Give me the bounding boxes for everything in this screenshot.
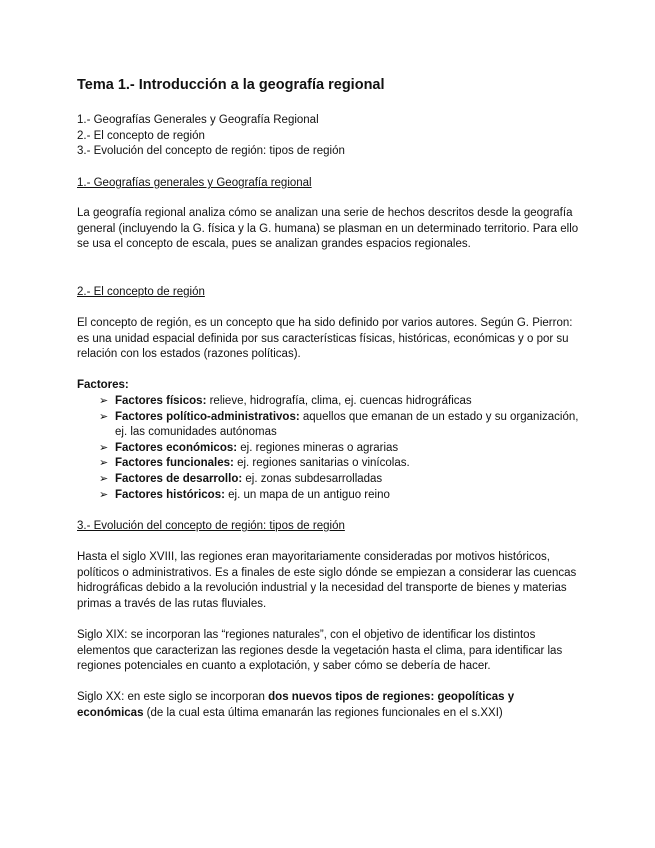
arrow-bullet-icon: ➢ bbox=[99, 488, 109, 501]
toc-item: 2.- El concepto de región bbox=[77, 129, 205, 142]
section-2-paragraph: El concepto de región, es un concepto que ha sido definido por varios autores. Según G. Pierron: es una unidad espacial definida por sus características físicas, históricas, económicas y o por su relación con los estados (razones políticas). bbox=[77, 317, 573, 361]
list-item bbox=[77, 472, 582, 488]
factor-name: Factores de desarrollo: bbox=[115, 472, 243, 485]
arrow-bullet-icon: ➢ bbox=[99, 457, 109, 470]
list-item bbox=[77, 410, 582, 441]
list-item bbox=[77, 441, 582, 457]
section-2-heading: 2.- El concepto de región bbox=[77, 286, 205, 298]
table-of-contents bbox=[77, 113, 582, 160]
section-3-paragraph-1: Hasta el siglo XVIII, las regiones eran mayoritariamente consideradas por motivos históricos, políticos o administrativos. Es a finales de este siglo dónde se empiezan a considerar las cuencas hidrográficas debido a la revolución industrial y la necesidad del transporte de bienes y materias primas a través de las rutas fluviales. bbox=[77, 551, 577, 610]
factor-description: ej. un mapa de un antiguo reino bbox=[224, 488, 390, 501]
toc-item: 1.- Geografías Generales y Geografía Regional bbox=[77, 114, 319, 126]
section-3-paragraph-3: Siglo XX: en este siglo se incorporan dos nuevos tipos de regiones: geopolíticas y económicas (de la cual esta última emanarán las regiones funcionales en el s.XXI) bbox=[77, 691, 515, 719]
arrow-bullet-icon: ➢ bbox=[99, 410, 109, 423]
factor-name: Factores económicos: bbox=[115, 441, 238, 454]
factor-name: Factores históricos: bbox=[115, 488, 225, 501]
section-1-paragraph: La geografía regional analiza cómo se analizan una serie de hechos descritos desde la geografía general (incluyendo la G. física y la G. humana) se plasman en un determinado territorio. Para ello se usa el concepto de escala, pues se analizan grandes espacios regionales. bbox=[77, 207, 579, 251]
arrow-bullet-icon: ➢ bbox=[99, 441, 109, 454]
factor-description: ej. zonas subdesarrolladas bbox=[242, 472, 383, 485]
section-3-heading: 3.- Evolución del concepto de región: tipos de región bbox=[77, 520, 345, 532]
list-item bbox=[77, 394, 582, 410]
factor-name: Factores funcionales: bbox=[115, 457, 234, 470]
factor-description: aquellos que emanan de un estado y su organización, ej. las comunidades autónomas bbox=[115, 410, 579, 439]
section-1-heading: 1.- Geografías generales y Geografía regional bbox=[77, 177, 312, 189]
factor-description: relieve, hidrografía, clima, ej. cuencas hidrográficas bbox=[206, 395, 472, 407]
toc-item: 3.- Evolución del concepto de región: tipos de región bbox=[77, 145, 345, 158]
factor-name: Factores político-administrativos: bbox=[115, 410, 300, 423]
arrow-bullet-icon: ➢ bbox=[99, 395, 109, 407]
factor-description: ej. regiones mineras o agrarias bbox=[237, 441, 399, 454]
page-title: Tema 1.- Introducción a la geografía regional bbox=[77, 77, 385, 93]
arrow-bullet-icon: ➢ bbox=[99, 472, 109, 485]
factors-list bbox=[77, 394, 582, 503]
list-item bbox=[77, 456, 582, 472]
section-3-paragraph-2: Siglo XIX: se incorporan las “regiones naturales”, con el objetivo de identificar los distintos elementos que caracterizan las regiones desde la vegetación hasta el clima, para identificar las regiones potenciales en cuanto a explotación, y saber cómo se debería de hacer. bbox=[77, 629, 563, 673]
factors-label: Factores: bbox=[77, 379, 129, 391]
factor-name: Factores físicos: bbox=[115, 395, 207, 407]
bold-emphasis: dos nuevos tipos de regiones: geopolíticas y económicas bbox=[77, 691, 515, 719]
factor-description: ej. regiones sanitarias o vinícolas. bbox=[233, 457, 410, 470]
list-item bbox=[77, 488, 582, 504]
